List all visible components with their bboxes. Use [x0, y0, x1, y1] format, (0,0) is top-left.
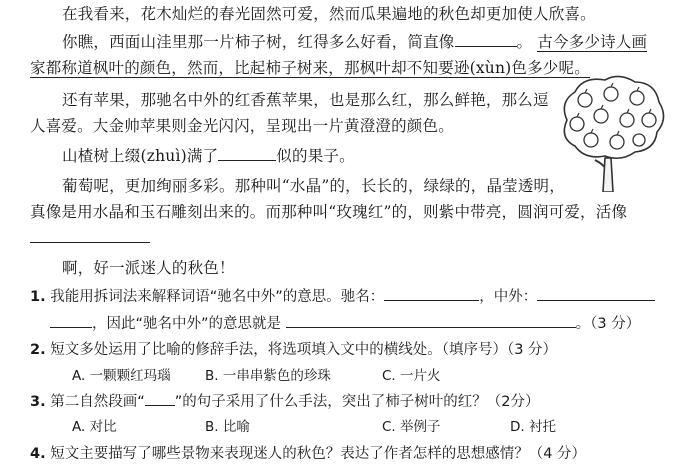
paragraph-2-line-1	[62, 32, 647, 52]
p2-text-a: 你瞧，西面山洼里那一片柿子树，红得多么好看，简直像	[62, 33, 455, 51]
underlined-sentence-end: 家都称道枫叶的颜色，然而，比起柿子树来，那枫叶却不知要逊(xùn)色多少呢。	[30, 59, 590, 77]
answer-blank[interactable]	[384, 286, 479, 301]
paragraph-3-line-1: 还有苹果，那驰名中外的红香蕉苹果，也是那么红，那么鲜艳，那么逗	[62, 91, 549, 109]
question-3-text-a: 第二自然段画“	[50, 394, 145, 410]
question-3	[30, 391, 539, 412]
question-number: 4.	[30, 446, 46, 462]
question-2	[30, 340, 557, 360]
question-2-option-a[interactable]: A. 一颗颗红玛瑙	[72, 368, 171, 384]
question-3-option-c[interactable]: C. 举例子	[382, 419, 441, 435]
paragraph-3-line-2: 人喜爱。大金帅苹果则金光闪闪，呈现出一片黄澄澄的颜色。	[30, 117, 454, 135]
question-1-line-2	[50, 313, 640, 334]
paragraph-5-line-1: 葡萄呢，更加绚丽多彩。那种叫“水晶”的，长长的，绿绿的，晶莹透明，	[62, 177, 565, 195]
question-number: 3.	[30, 394, 46, 410]
question-number: 1.	[30, 289, 46, 305]
paragraph-6: 啊，好一派迷人的秋色！	[62, 259, 235, 277]
question-number: 2.	[30, 342, 46, 358]
question-3-option-d[interactable]: D. 衬托	[510, 419, 556, 435]
question-1-text-c: ，因此“驰名中外”的意思就是	[92, 316, 282, 332]
paragraph-2-line-2	[30, 58, 590, 78]
answer-blank[interactable]	[537, 286, 655, 301]
answer-blank[interactable]	[50, 313, 92, 328]
question-4	[30, 444, 586, 464]
answer-blank[interactable]	[145, 391, 175, 406]
p2-text-b: 。	[516, 33, 533, 51]
question-3-option-b[interactable]: B. 比喻	[205, 419, 250, 435]
answer-blank[interactable]	[455, 32, 517, 47]
question-4-text: 短文主要描写了哪些景物来表现迷人的秋色？表达了作者怎样的思想感情？（4 分）	[50, 446, 587, 462]
question-3-option-a[interactable]: A. 对比	[72, 419, 117, 435]
question-1-line-1	[30, 286, 655, 307]
question-1-text-a: 我能用拆词法来解释词语“驰名中外”的意思。驰名：	[50, 289, 385, 305]
question-1-text-d: 。（3 分）	[575, 316, 641, 332]
question-1-text-b: ，中外：	[479, 289, 538, 305]
p4-text-a: 山楂树上缀(zhuì)满了	[62, 147, 219, 165]
paragraph-5-line-2: 真像是用水晶和玉石雕刻出来的。而那种叫“玫瑰红”的，则紫中带亮，圆润可爱，活像	[30, 203, 628, 221]
paragraph-4	[62, 146, 355, 166]
paragraph-1: 在我看来，花木灿烂的春光固然可爱，然而瓜果遍地的秋色却更加使人欣喜。	[62, 5, 596, 23]
answer-blank[interactable]	[286, 313, 576, 328]
apple-tree-icon	[555, 74, 670, 192]
p4-text-b: 似的果子。	[276, 147, 355, 165]
paragraph-5-line-3	[30, 228, 150, 248]
answer-blank[interactable]	[218, 146, 276, 161]
answer-blank[interactable]	[30, 228, 150, 243]
question-2-option-c[interactable]: C. 一片火	[382, 368, 441, 384]
question-2-text: 短文多处运用了比喻的修辞手法，将选项填入文中的横线处。（填序号）（3 分）	[50, 342, 558, 358]
underlined-sentence-start: 古今多少诗人画	[537, 33, 648, 51]
question-3-text-b: ”的句子采用了什么手法，突出了柿子树叶的红？（2分）	[174, 394, 540, 410]
question-2-option-b[interactable]: B. 一串串紫色的珍珠	[205, 368, 331, 384]
